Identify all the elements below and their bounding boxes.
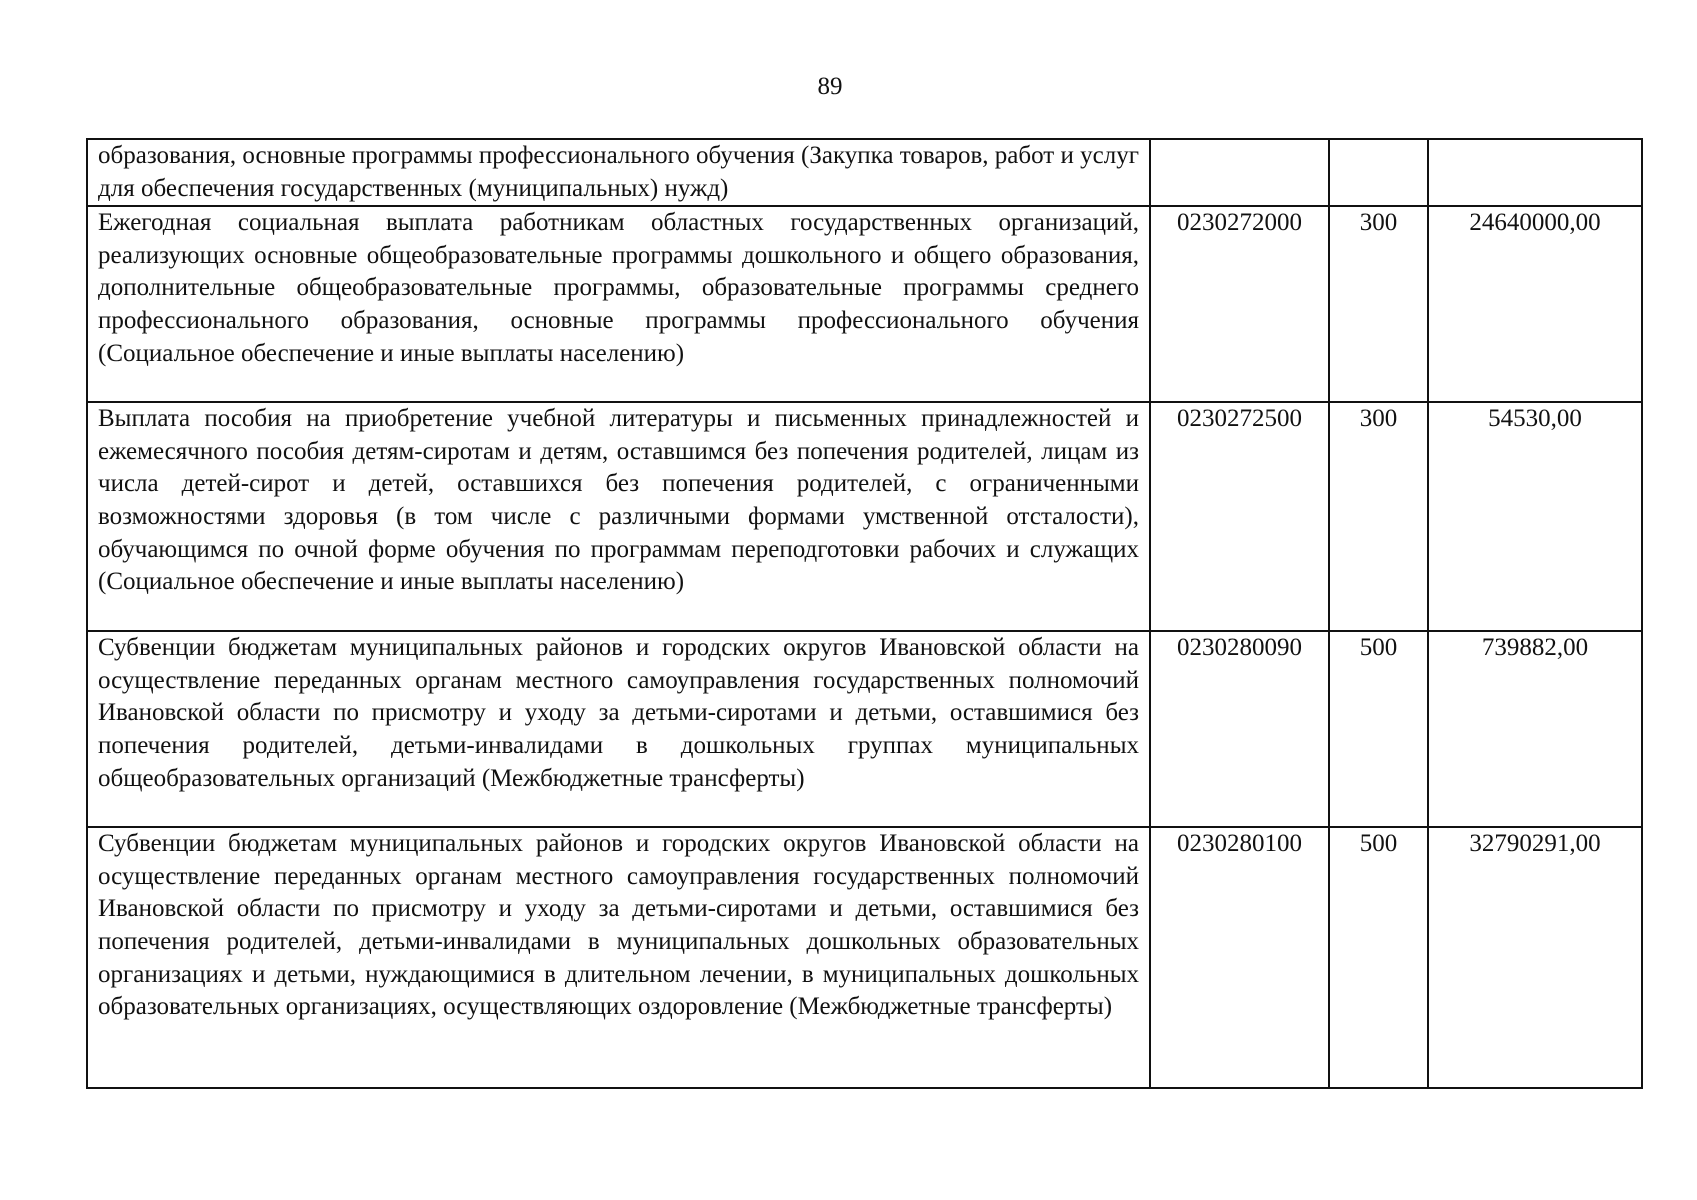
row-description: Ежегодная социальная выплата работникам областных государственных организаций, реализующих основные общеобразовательные программы дошкольного и общего образования, дополнительные общеобразовательные программы, образовательные программы среднего профессионального образования, основные программы профессионального обучения (Социальное обеспечение и иные выплаты населению): [87, 206, 1150, 402]
row-amount: [1428, 139, 1642, 206]
table-row: [87, 402, 1642, 631]
row-expense-type: [1329, 139, 1428, 206]
row-amount: 32790291,00: [1428, 827, 1642, 1088]
table-row: [87, 827, 1642, 1088]
row-target-code: 0230280090: [1150, 631, 1329, 827]
row-target-code: 0230272500: [1150, 402, 1329, 631]
row-description: Субвенции бюджетам муниципальных районов и городских округов Ивановской области на осуществление переданных органам местного самоуправления государственных полномочий Ивановской области по присмотру и уходу за детьми-сиротами и детьми, оставшимися без попечения родителей, детьми-инвалидами в дошкольных группах муниципальных общеобразовательных организаций (Межбюджетные трансферты): [87, 631, 1150, 827]
row-amount: 54530,00: [1428, 402, 1642, 631]
page-number: 89: [817, 73, 843, 100]
row-target-code: [1150, 139, 1329, 206]
row-amount: 24640000,00: [1428, 206, 1642, 402]
row-description: Выплата пособия на приобретение учебной литературы и письменных принадлежностей и ежемесячного пособия детям-сиротам и детям, оставшимся без попечения родителей, лицам из числа детей-сирот и детей, оставшихся без попечения родителей, с ограниченными возможностями здоровья (в том числе с различными формами умственной отсталости), обучающимся по очной форме обучения по программам переподготовки рабочих и служащих (Социальное обеспечение и иные выплаты населению): [87, 402, 1150, 631]
row-target-code: 0230280100: [1150, 827, 1329, 1088]
budget-table: [86, 138, 1643, 1089]
row-expense-type: 300: [1329, 206, 1428, 402]
row-amount: 739882,00: [1428, 631, 1642, 827]
table-row: [87, 206, 1642, 402]
row-description: Субвенции бюджетам муниципальных районов и городских округов Ивановской области на осуществление переданных органам местного самоуправления государственных полномочий Ивановской области по присмотру и уходу за детьми-сиротами и детьми, оставшимися без попечения родителей, детьми-инвалидами в муниципальных дошкольных образовательных организациях и детьми, нуждающимися в длительном лечении, в муниципальных дошкольных образовательных организациях, осуществляющих оздоровление (Межбюджетные трансферты): [87, 827, 1150, 1088]
table-row: [87, 631, 1642, 827]
row-description: образования, основные программы профессионального обучения (Закупка товаров, работ и услуг для обеспечения государственных (муниципальных) нужд): [87, 139, 1150, 206]
row-target-code: 0230272000: [1150, 206, 1329, 402]
row-expense-type: 300: [1329, 402, 1428, 631]
table-row: [87, 139, 1642, 206]
row-expense-type: 500: [1329, 631, 1428, 827]
row-expense-type: 500: [1329, 827, 1428, 1088]
